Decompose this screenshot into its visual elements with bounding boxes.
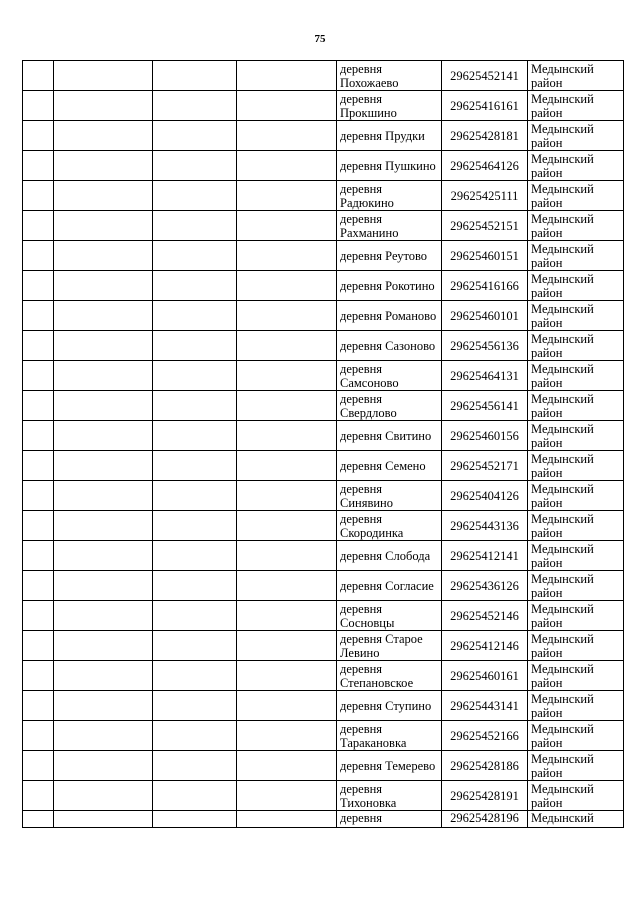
page-number: 75 [314, 33, 326, 45]
empty-cell [237, 571, 337, 601]
table-row [23, 241, 624, 271]
empty-cell [153, 601, 237, 631]
settlement-name-cell: деревня Скородинка [337, 511, 442, 541]
table-row [23, 391, 624, 421]
table-row [23, 301, 624, 331]
empty-cell [54, 691, 153, 721]
empty-cell [237, 331, 337, 361]
empty-cell [23, 211, 54, 241]
table-row [23, 181, 624, 211]
settlement-name-cell: деревня Пушкино [337, 151, 442, 181]
table-row [23, 571, 624, 601]
empty-cell [153, 331, 237, 361]
district-cell: Медынский район [528, 211, 624, 241]
table-row [23, 61, 624, 91]
district-cell: Медынский район [528, 661, 624, 691]
empty-cell [54, 541, 153, 571]
empty-cell [23, 661, 54, 691]
settlement-name-cell: деревня Свитино [337, 421, 442, 451]
empty-cell [23, 811, 54, 828]
settlement-name-cell: деревня Романово [337, 301, 442, 331]
empty-cell [23, 691, 54, 721]
empty-cell [153, 481, 237, 511]
empty-cell [153, 301, 237, 331]
district-cell: Медынский район [528, 241, 624, 271]
empty-cell [23, 481, 54, 511]
settlement-name-cell: деревня Старое Левино [337, 631, 442, 661]
settlement-name-cell: деревня Сосновцы [337, 601, 442, 631]
settlement-name-cell: деревня Сазоново [337, 331, 442, 361]
oktmo-code-cell: 29625428196 [442, 811, 528, 828]
empty-cell [153, 571, 237, 601]
oktmo-code-cell: 29625428191 [442, 781, 528, 811]
oktmo-code-cell: 29625428186 [442, 751, 528, 781]
district-cell: Медынский район [528, 601, 624, 631]
settlement-name-cell: деревня Темерево [337, 751, 442, 781]
empty-cell [237, 421, 337, 451]
empty-cell [54, 721, 153, 751]
settlement-name-cell: деревня Реутово [337, 241, 442, 271]
empty-cell [23, 421, 54, 451]
oktmo-code-cell: 29625452166 [442, 721, 528, 751]
oktmo-code-cell: 29625456141 [442, 391, 528, 421]
table-row [23, 601, 624, 631]
table-row [23, 541, 624, 571]
district-cell: Медынский район [528, 511, 624, 541]
empty-cell [237, 601, 337, 631]
empty-cell [23, 151, 54, 181]
oktmo-code-cell: 29625460151 [442, 241, 528, 271]
empty-cell [237, 721, 337, 751]
district-cell: Медынский район [528, 721, 624, 751]
empty-cell [23, 181, 54, 211]
oktmo-code-cell: 29625436126 [442, 571, 528, 601]
district-cell: Медынский район [528, 421, 624, 451]
empty-cell [153, 661, 237, 691]
empty-cell [54, 781, 153, 811]
district-cell: Медынский район [528, 301, 624, 331]
district-cell: Медынский район [528, 391, 624, 421]
oktmo-code-cell: 29625464126 [442, 151, 528, 181]
empty-cell [153, 781, 237, 811]
oktmo-code-cell: 29625452141 [442, 61, 528, 91]
empty-cell [153, 811, 237, 828]
empty-cell [54, 301, 153, 331]
oktmo-code-cell: 29625412146 [442, 631, 528, 661]
table-row [23, 151, 624, 181]
settlement-name-cell: деревня Ступино [337, 691, 442, 721]
district-cell: Медынский район [528, 361, 624, 391]
table-row [23, 91, 624, 121]
district-cell: Медынский район [528, 751, 624, 781]
table-row [23, 211, 624, 241]
empty-cell [54, 811, 153, 828]
table-body [23, 61, 624, 828]
empty-cell [153, 361, 237, 391]
empty-cell [237, 61, 337, 91]
oktmo-code-cell: 29625460101 [442, 301, 528, 331]
empty-cell [54, 421, 153, 451]
district-cell: Медынский район [528, 181, 624, 211]
empty-cell [54, 151, 153, 181]
settlement-name-cell: деревня Тихоновка [337, 781, 442, 811]
oktmo-code-cell: 29625443141 [442, 691, 528, 721]
settlement-name-cell: деревня Синявино [337, 481, 442, 511]
empty-cell [153, 691, 237, 721]
empty-cell [23, 451, 54, 481]
empty-cell [54, 331, 153, 361]
empty-cell [153, 631, 237, 661]
empty-cell [54, 511, 153, 541]
empty-cell [54, 481, 153, 511]
empty-cell [237, 511, 337, 541]
table-row [23, 481, 624, 511]
empty-cell [54, 181, 153, 211]
table-row [23, 331, 624, 361]
empty-cell [23, 751, 54, 781]
empty-cell [54, 661, 153, 691]
settlement-name-cell: деревня Рокотино [337, 271, 442, 301]
empty-cell [23, 331, 54, 361]
settlement-name-cell: деревня Похожаево [337, 61, 442, 91]
table-row [23, 661, 624, 691]
oktmo-code-cell: 29625416161 [442, 91, 528, 121]
empty-cell [237, 481, 337, 511]
district-cell: Медынский район [528, 61, 624, 91]
empty-cell [237, 181, 337, 211]
oktmo-code-cell: 29625460156 [442, 421, 528, 451]
empty-cell [23, 271, 54, 301]
empty-cell [54, 361, 153, 391]
empty-cell [237, 301, 337, 331]
district-cell: Медынский район [528, 571, 624, 601]
settlement-name-cell: деревня Прудки [337, 121, 442, 151]
empty-cell [237, 121, 337, 151]
district-cell: Медынский район [528, 271, 624, 301]
empty-cell [23, 61, 54, 91]
empty-cell [237, 271, 337, 301]
empty-cell [237, 691, 337, 721]
empty-cell [153, 151, 237, 181]
empty-cell [23, 631, 54, 661]
empty-cell [54, 121, 153, 151]
empty-cell [153, 211, 237, 241]
table-row [23, 781, 624, 811]
empty-cell [153, 451, 237, 481]
oktmo-code-cell: 29625452146 [442, 601, 528, 631]
empty-cell [237, 91, 337, 121]
district-cell: Медынский [528, 811, 624, 828]
empty-cell [237, 631, 337, 661]
empty-cell [237, 151, 337, 181]
table-row [23, 811, 624, 828]
empty-cell [153, 121, 237, 151]
empty-cell [54, 391, 153, 421]
empty-cell [23, 721, 54, 751]
empty-cell [23, 601, 54, 631]
district-cell: Медынский район [528, 331, 624, 361]
empty-cell [23, 91, 54, 121]
oktmo-code-cell: 29625425111 [442, 181, 528, 211]
oktmo-code-cell: 29625464131 [442, 361, 528, 391]
empty-cell [153, 721, 237, 751]
table-row [23, 631, 624, 661]
settlement-name-cell: деревня Радюкино [337, 181, 442, 211]
empty-cell [237, 661, 337, 691]
empty-cell [54, 451, 153, 481]
settlement-name-cell: деревня Свердлово [337, 391, 442, 421]
empty-cell [237, 241, 337, 271]
empty-cell [54, 91, 153, 121]
district-cell: Медынский район [528, 541, 624, 571]
empty-cell [54, 61, 153, 91]
settlement-name-cell: деревня Таракановка [337, 721, 442, 751]
empty-cell [23, 781, 54, 811]
oktmo-code-cell: 29625443136 [442, 511, 528, 541]
district-cell: Медынский район [528, 631, 624, 661]
table-row [23, 271, 624, 301]
empty-cell [237, 211, 337, 241]
oktmo-code-cell: 29625460161 [442, 661, 528, 691]
settlement-name-cell: деревня Прокшино [337, 91, 442, 121]
district-cell: Медынский район [528, 451, 624, 481]
empty-cell [237, 541, 337, 571]
empty-cell [153, 511, 237, 541]
empty-cell [23, 391, 54, 421]
empty-cell [23, 301, 54, 331]
district-cell: Медынский район [528, 481, 624, 511]
table-row [23, 451, 624, 481]
empty-cell [54, 601, 153, 631]
district-cell: Медынский район [528, 151, 624, 181]
settlements-table [22, 60, 624, 828]
empty-cell [54, 241, 153, 271]
oktmo-code-cell: 29625456136 [442, 331, 528, 361]
empty-cell [153, 271, 237, 301]
table-row [23, 361, 624, 391]
empty-cell [153, 421, 237, 451]
district-cell: Медынский район [528, 691, 624, 721]
empty-cell [54, 751, 153, 781]
empty-cell [153, 241, 237, 271]
settlement-name-cell: деревня Степановское [337, 661, 442, 691]
table-row [23, 421, 624, 451]
empty-cell [237, 811, 337, 828]
oktmo-code-cell: 29625452171 [442, 451, 528, 481]
settlement-name-cell: деревня [337, 811, 442, 828]
empty-cell [153, 91, 237, 121]
settlement-name-cell: деревня Согласие [337, 571, 442, 601]
table-row [23, 721, 624, 751]
table-row [23, 511, 624, 541]
empty-cell [23, 361, 54, 391]
empty-cell [237, 751, 337, 781]
district-cell: Медынский район [528, 121, 624, 151]
settlement-name-cell: деревня Семено [337, 451, 442, 481]
empty-cell [153, 541, 237, 571]
empty-cell [153, 391, 237, 421]
empty-cell [54, 571, 153, 601]
empty-cell [237, 391, 337, 421]
empty-cell [54, 271, 153, 301]
empty-cell [237, 361, 337, 391]
oktmo-code-cell: 29625404126 [442, 481, 528, 511]
district-cell: Медынский район [528, 91, 624, 121]
empty-cell [23, 241, 54, 271]
empty-cell [237, 451, 337, 481]
empty-cell [153, 61, 237, 91]
oktmo-code-cell: 29625452151 [442, 211, 528, 241]
empty-cell [237, 781, 337, 811]
oktmo-code-cell: 29625416166 [442, 271, 528, 301]
settlement-name-cell: деревня Самсоново [337, 361, 442, 391]
empty-cell [23, 121, 54, 151]
empty-cell [153, 181, 237, 211]
table-row [23, 751, 624, 781]
district-cell: Медынский район [528, 781, 624, 811]
empty-cell [54, 631, 153, 661]
settlement-name-cell: деревня Слобода [337, 541, 442, 571]
empty-cell [23, 571, 54, 601]
empty-cell [23, 511, 54, 541]
table-row [23, 121, 624, 151]
empty-cell [23, 541, 54, 571]
oktmo-code-cell: 29625412141 [442, 541, 528, 571]
table-row [23, 691, 624, 721]
empty-cell [153, 751, 237, 781]
empty-cell [54, 211, 153, 241]
settlement-name-cell: деревня Рахманино [337, 211, 442, 241]
oktmo-code-cell: 29625428181 [442, 121, 528, 151]
